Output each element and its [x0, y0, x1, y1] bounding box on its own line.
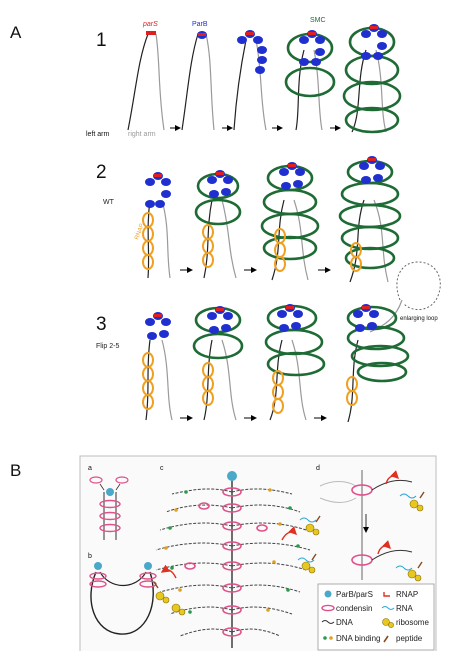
smc-rings — [340, 161, 400, 268]
row1-stage5 — [344, 24, 400, 132]
dna-left-arm — [182, 34, 198, 130]
row-3-condition: Flip 2-5 — [96, 343, 120, 350]
dna-right-arm — [156, 34, 164, 130]
subpanel-a-letter: a — [88, 465, 92, 472]
smc-rings — [344, 28, 400, 132]
dna-left-arm — [128, 34, 148, 130]
pars-site — [368, 158, 376, 161]
pars-site — [246, 32, 254, 35]
smc-rings — [194, 308, 242, 358]
row-1-number: 1 — [96, 30, 107, 51]
row-2-condition: WT — [103, 199, 114, 206]
row3-stage1 — [143, 312, 172, 420]
panel-a — [10, 17, 440, 422]
row-2 — [96, 156, 400, 282]
subpanel-c-letter: c — [160, 465, 164, 472]
left-arm-label: left arm — [86, 131, 110, 138]
legend-label: DNA — [336, 618, 353, 627]
dna-left-arm — [234, 40, 246, 130]
row1-stage3 — [234, 30, 267, 130]
pars-site — [370, 26, 378, 29]
dna-right-arm — [376, 50, 386, 132]
row-3 — [96, 262, 440, 422]
pars-site — [362, 306, 370, 309]
panel-b — [10, 456, 436, 651]
row2-stage3 — [262, 162, 318, 280]
rnap-label: RNAP — [134, 222, 146, 241]
smc-rings — [262, 166, 318, 259]
parb-label: ParB — [192, 21, 208, 28]
legend — [318, 584, 434, 650]
legend-label: peptide — [396, 634, 423, 643]
enlarging-loop-label: enlarging loop — [400, 316, 438, 322]
panel-a-letter: A — [10, 23, 22, 42]
legend-label: RNAP — [396, 590, 419, 599]
pars-site — [308, 32, 316, 35]
row3-stage4 — [347, 262, 440, 422]
pars-site — [288, 164, 296, 167]
pars-site — [154, 174, 162, 177]
row-2-number: 2 — [96, 162, 107, 183]
subpanel-d-letter: d — [316, 465, 320, 472]
row-3-number: 3 — [96, 314, 107, 335]
pars-site — [216, 172, 224, 175]
row2-stage1 — [134, 172, 171, 278]
parb-cluster — [145, 172, 171, 208]
row2-stage2 — [196, 170, 240, 278]
legend-label: RNA — [396, 604, 413, 613]
dna-right-arm — [222, 200, 236, 278]
panel-b-letter: B — [10, 461, 22, 480]
dna-right-arm — [162, 200, 170, 278]
smc-rings — [286, 34, 334, 96]
parb-pars — [227, 471, 237, 481]
row1-stage4 — [286, 17, 334, 130]
parb-pars-icon — [325, 591, 332, 598]
pars-label: parS — [143, 21, 158, 28]
dna-right-arm — [206, 34, 214, 130]
row-1 — [86, 17, 400, 138]
row1-stage2 — [182, 21, 214, 130]
parb-pars — [106, 488, 114, 496]
pars-site — [286, 306, 294, 309]
legend-label: DNA binding — [336, 634, 381, 643]
parb-pars — [94, 562, 102, 570]
dna-left-arm — [204, 340, 212, 420]
dna-left-arm — [352, 50, 366, 132]
legend-label: ParB/parS — [336, 590, 373, 599]
pars-site — [216, 308, 224, 311]
dna-left-arm — [148, 200, 150, 278]
parb-pars — [144, 562, 152, 570]
pars-site — [198, 33, 206, 36]
row3-stage2 — [194, 306, 242, 420]
smc-rings — [196, 174, 240, 224]
legend-label: ribosome — [396, 618, 429, 627]
legend-label: condensin — [336, 604, 373, 613]
dna-right-arm — [374, 200, 388, 282]
dna-right-arm — [162, 340, 172, 420]
pars-site — [154, 314, 162, 317]
right-arm-label: right arm — [128, 131, 156, 138]
smc-label: SMC — [310, 17, 326, 24]
subpanel-b-letter: b — [88, 553, 92, 560]
row2-stage4 — [340, 156, 400, 282]
enlarging-loop — [397, 262, 440, 310]
row3-stage3 — [266, 304, 324, 420]
dna-right-arm — [222, 340, 236, 420]
pars-site — [146, 31, 156, 35]
